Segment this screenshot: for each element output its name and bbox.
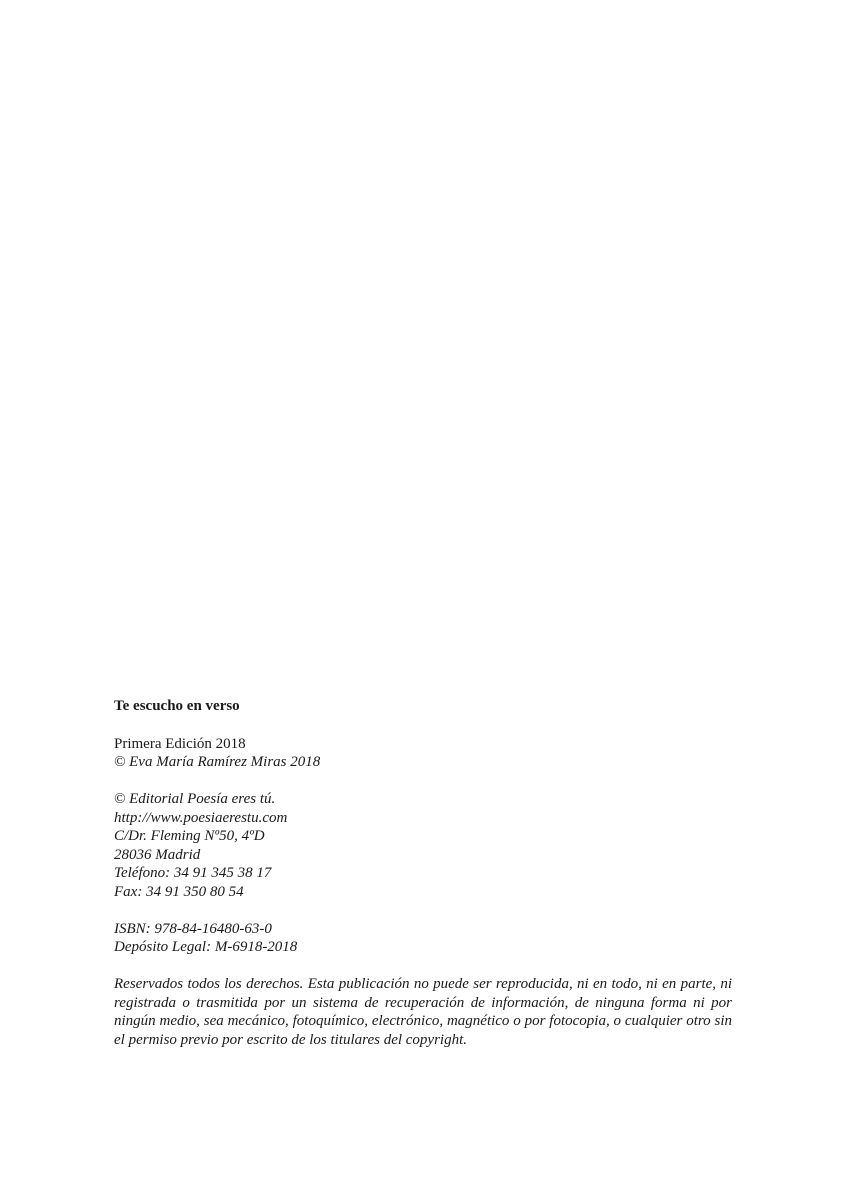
- legal-deposit: Depósito Legal: M-6918-2018: [114, 939, 298, 955]
- publisher-address: C/Dr. Fleming Nº50, 4ºD: [114, 828, 265, 844]
- rights-notice: Reservados todos los derechos. Esta publicación no puede ser reproducida, ni en todo, ni en parte, ni registrada o trasmitida por un sistema de recuperación de información, de ninguna forma ni por ningún medio, sea mecánico, fotoquímico, electrónico, magnético o por fotocopia, o cualquier otro sin el permiso previo por escrito de los titulares del copyright.: [114, 976, 732, 1048]
- isbn: ISBN: 978-84-16480-63-0: [114, 920, 272, 937]
- spacer: [114, 772, 732, 791]
- publisher-city: 28036 Madrid: [114, 846, 201, 863]
- publisher-website: http://www.poesiaerestu.com: [114, 809, 288, 826]
- publisher-fax: Fax: 34 91 350 80 54: [114, 883, 244, 900]
- spacer: [114, 957, 732, 976]
- book-title: Te escucho en verso: [114, 698, 240, 714]
- registration-block: [114, 920, 732, 957]
- spacer: [114, 716, 732, 735]
- publisher-phone: Teléfono: 34 91 345 38 17: [114, 865, 272, 881]
- edition-line: Primera Edición 2018: [114, 735, 246, 752]
- colophon: [114, 697, 732, 1049]
- publisher-block: [114, 790, 732, 901]
- publisher-copyright: © Editorial Poesía eres tú.: [114, 791, 276, 807]
- spacer: [114, 901, 732, 920]
- author-copyright: © Eva María Ramírez Miras 2018: [114, 754, 321, 770]
- edition-block: [114, 735, 732, 772]
